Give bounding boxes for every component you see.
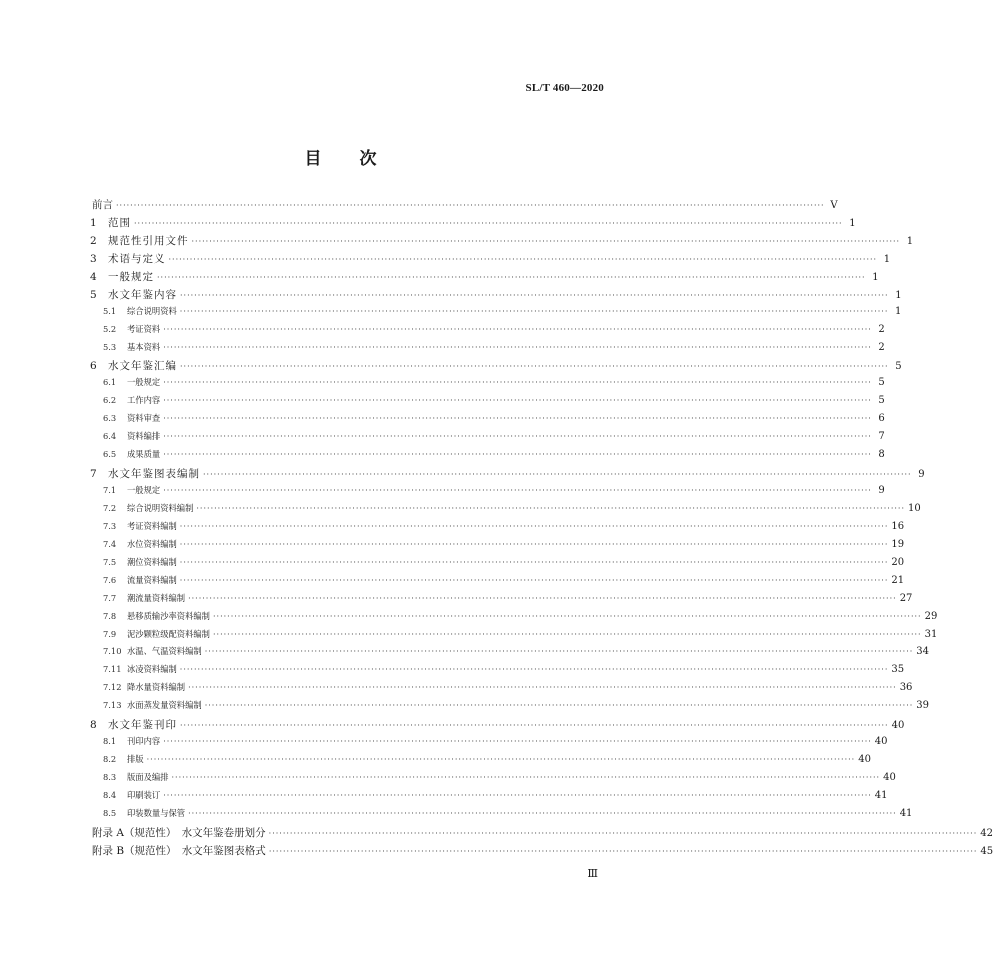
- toc-entry-number: 8.3: [103, 772, 117, 782]
- toc-entry-number: 7.7: [103, 592, 117, 603]
- toc-entry-number: 7.4: [103, 538, 117, 549]
- toc-entry[interactable]: [90, 215, 856, 233]
- toc-entry-number: 6.3: [103, 413, 117, 424]
- toc-entry-page: 5: [878, 377, 885, 389]
- toc-entry-number: 2: [90, 234, 97, 247]
- toc-entry-number: 7.10: [103, 646, 122, 657]
- toc-entry[interactable]: [90, 466, 925, 484]
- toc-entry-label: 综合说明资料编制: [127, 502, 194, 513]
- dot-leader: ········································································································································································································: [163, 450, 872, 460]
- toc-entry-label: 前言: [92, 199, 113, 211]
- toc-entry-page: 35: [891, 664, 905, 676]
- toc-entry-label: 流量资料编制: [127, 574, 177, 585]
- toc-entry-label: 水温、气温资料编制: [127, 646, 202, 657]
- toc-entry-label: 潮流量资料编制: [127, 592, 186, 603]
- toc-entry-label: 附录 A（规范性） 水文年鉴卷册划分: [92, 826, 266, 839]
- toc-entry-page: 1: [895, 305, 902, 317]
- toc-entry[interactable]: [90, 592, 913, 610]
- toc-entry-page: 39: [916, 700, 930, 712]
- toc-entry-page: 19: [891, 538, 905, 550]
- toc-entry-label: 基本资料: [127, 341, 161, 352]
- toc-entry-label: 综合说明资料: [127, 305, 177, 316]
- toc-entry[interactable]: [90, 484, 885, 502]
- toc-entry-page: 42: [980, 827, 993, 839]
- toc-entry-number: 4: [90, 270, 97, 283]
- dot-leader: ········································································································································································································: [163, 378, 872, 388]
- toc-entry-label: 潮位资料编制: [127, 556, 177, 567]
- toc-entry-page: 2: [878, 323, 885, 335]
- toc-entry-number: 8: [90, 719, 97, 732]
- toc-entry-number: 8.1: [103, 736, 117, 747]
- toc-entry-number: 7.9: [103, 628, 117, 639]
- dot-leader: ········································································································································································································: [196, 503, 905, 513]
- dot-leader: ········································································································································································································: [163, 342, 872, 352]
- toc-entry-label: 成果质量: [127, 449, 161, 460]
- dot-leader: ········································································································································································································: [163, 737, 872, 747]
- dot-leader: ········································································································································································································: [188, 593, 897, 603]
- dot-leader: ········································································································································································································: [191, 236, 901, 246]
- toc-entry-page: 45: [980, 845, 993, 857]
- dot-leader: ········································································································································································································: [180, 362, 889, 372]
- toc-entry[interactable]: [90, 412, 885, 430]
- toc-entry[interactable]: [90, 430, 885, 448]
- toc-entry-page: 5: [895, 361, 902, 373]
- toc-entry[interactable]: [90, 681, 913, 699]
- dot-leader: ········································································································································································································: [212, 611, 922, 621]
- toc-entry[interactable]: [90, 645, 930, 663]
- page-title: [0, 144, 681, 169]
- toc-entry[interactable]: [90, 735, 888, 753]
- dot-leader: ········································································································································································································: [212, 629, 922, 639]
- toc-entry-page: 40: [883, 772, 896, 783]
- toc-entry-page: 34: [916, 646, 930, 658]
- dot-leader: ········································································································································································································: [163, 432, 872, 442]
- toc-entry-label: 附录 B（规范性） 水文年鉴图表格式: [92, 844, 266, 857]
- toc-entry-label: 悬移质输沙率资料编制: [127, 610, 210, 621]
- toc-entry-number: 7.8: [103, 610, 117, 621]
- toc-entry-page: 29: [924, 610, 938, 622]
- toc-entry-page: 9: [878, 485, 885, 496]
- toc-entry[interactable]: [90, 305, 902, 323]
- toc-entry[interactable]: [90, 233, 914, 251]
- toc-entry-label: 规范性引用文件: [108, 234, 189, 247]
- toc-entry-label: 水文年鉴图表编制: [108, 468, 200, 481]
- toc-entry-label: 一般规定: [108, 270, 154, 283]
- toc-entry[interactable]: [90, 807, 913, 825]
- dot-leader: ········································································································································································································: [157, 272, 866, 282]
- dot-leader: ········································································································································································································: [163, 396, 872, 406]
- toc-entry[interactable]: [90, 825, 993, 843]
- toc-entry-page: 5: [878, 395, 885, 407]
- toc-entry-page: 2: [878, 341, 885, 353]
- toc-entry[interactable]: [90, 717, 905, 735]
- dot-leader: ········································································································································································································: [171, 773, 881, 782]
- toc-entry[interactable]: [90, 448, 885, 466]
- dot-leader: ········································································································································································································: [204, 701, 914, 711]
- dot-leader: ········································································································································································································: [188, 808, 897, 818]
- toc-entry-label: 水位资料编制: [127, 538, 177, 549]
- toc-entry[interactable]: [90, 269, 879, 287]
- toc-entry-number: 5: [90, 288, 97, 301]
- toc-entry-number: 7.3: [103, 520, 117, 531]
- toc-entry-page: 1: [883, 253, 891, 265]
- title-char-1: 目: [304, 149, 322, 169]
- toc-entry-page: 1: [872, 271, 879, 283]
- toc-entry[interactable]: [90, 843, 993, 861]
- toc-entry[interactable]: [90, 610, 938, 628]
- toc-entry-page: 36: [899, 682, 913, 694]
- toc-entry-number: 6: [90, 360, 97, 373]
- toc-entry-label: 考证资料: [127, 323, 161, 334]
- toc-entry-page: 41: [899, 807, 913, 819]
- toc-entry[interactable]: [90, 358, 902, 376]
- dot-leader: ········································································································································································································: [168, 254, 878, 264]
- table-of-contents: [90, 197, 993, 861]
- toc-entry[interactable]: [90, 699, 930, 717]
- dot-leader: ········································································································································································································: [134, 218, 843, 228]
- toc-entry[interactable]: [90, 287, 902, 305]
- toc-entry-page: 20: [891, 556, 905, 568]
- toc-entry-page: 31: [924, 628, 938, 640]
- dot-leader: ········································································································································································································: [179, 521, 889, 531]
- dot-leader: ········································································································································································································: [268, 828, 978, 838]
- toc-entry[interactable]: [90, 574, 905, 592]
- dot-leader: ········································································································································································································: [179, 306, 889, 316]
- toc-entry-number: 5.1: [103, 305, 117, 316]
- toc-entry-page: 6: [878, 413, 885, 425]
- toc-entry-page: 1: [849, 217, 856, 229]
- toc-entry-label: 工作内容: [127, 395, 161, 406]
- toc-entry-page: 8: [878, 449, 885, 461]
- dot-leader: ········································································································································································································: [179, 575, 889, 585]
- toc-entry-number: 7.2: [103, 502, 117, 513]
- toc-entry-label: 降水量资料编制: [127, 682, 186, 693]
- toc-entry[interactable]: [90, 663, 905, 681]
- toc-entry-number: 6.4: [103, 431, 117, 442]
- dot-leader: ········································································································································································································: [163, 790, 872, 800]
- toc-entry[interactable]: [90, 251, 891, 269]
- toc-entry-number: 5.2: [103, 323, 117, 334]
- toc-entry-number: 5.3: [103, 341, 117, 352]
- toc-entry[interactable]: [90, 394, 885, 412]
- dot-leader: ········································································································································································································: [179, 539, 889, 549]
- toc-entry-number: 7.6: [103, 574, 117, 585]
- title-char-2: 次: [359, 149, 377, 169]
- toc-entry-page: 40: [874, 736, 888, 748]
- dot-leader: ········································································································································································································: [116, 201, 825, 210]
- toc-entry-label: 一般规定: [127, 377, 161, 388]
- dot-leader: ········································································································································································································: [180, 290, 889, 300]
- toc-entry[interactable]: [90, 341, 885, 359]
- toc-entry[interactable]: [90, 502, 921, 520]
- toc-entry-number: 8.4: [103, 789, 117, 800]
- page-number: Ⅲ: [587, 868, 598, 880]
- toc-entry-number: 6.5: [103, 449, 117, 460]
- toc-entry-page: 27: [899, 592, 913, 604]
- toc-entry[interactable]: [90, 538, 905, 556]
- dot-leader: ········································································································································································································: [146, 755, 856, 765]
- dot-leader: ········································································································································································································: [163, 324, 872, 334]
- dot-leader: ········································································································································································································: [179, 557, 889, 567]
- dot-leader: ········································································································································································································: [163, 414, 872, 424]
- toc-entry-label: 资料编排: [127, 431, 161, 442]
- toc-entry[interactable]: [90, 376, 885, 394]
- toc-entry-page: 41: [874, 789, 888, 801]
- toc-entry-label: 范围: [108, 216, 131, 229]
- dot-leader: ········································································································································································································: [203, 470, 912, 480]
- toc-entry-label: 水文年鉴汇编: [108, 360, 177, 373]
- toc-entry-page: 1: [895, 289, 902, 301]
- toc-entry-label: 泥沙颗粒级配资料编制: [127, 628, 210, 639]
- toc-entry-label: 资料审查: [127, 413, 161, 424]
- toc-entry-label: 印装数量与保管: [127, 807, 186, 818]
- toc-entry-page: 1: [906, 235, 914, 247]
- toc-entry-number: 7.1: [103, 485, 117, 495]
- toc-entry-number: 7: [90, 468, 97, 481]
- dot-leader: ········································································································································································································: [163, 486, 872, 495]
- dot-leader: ········································································································································································································: [180, 721, 889, 731]
- toc-entry-page: 7: [878, 431, 885, 443]
- dot-leader: ········································································································································································································: [179, 665, 889, 675]
- toc-entry[interactable]: [90, 789, 888, 807]
- toc-entry-label: 冰凌资料编制: [127, 664, 177, 675]
- toc-entry-label: 术语与定义: [108, 252, 166, 265]
- toc-entry-page: 40: [891, 720, 905, 732]
- toc-entry-label: 水文年鉴内容: [108, 288, 177, 301]
- toc-entry[interactable]: [90, 520, 905, 538]
- toc-entry-number: 7.11: [103, 664, 122, 675]
- toc-entry-number: 6.2: [103, 395, 117, 406]
- dot-leader: ········································································································································································································: [268, 846, 978, 856]
- toc-entry-number: 7.13: [103, 700, 122, 711]
- toc-entry[interactable]: [90, 753, 871, 771]
- toc-entry-page: 40: [858, 754, 871, 766]
- toc-entry-number: 1: [90, 216, 97, 229]
- toc-entry-page: 16: [891, 520, 905, 532]
- toc-entry-page: 10: [907, 502, 921, 514]
- standard-code: SL/T 460—2020: [525, 82, 604, 94]
- toc-entry-number: 7.12: [103, 682, 122, 693]
- toc-entry-page: 21: [891, 574, 905, 586]
- toc-entry-number: 6.1: [103, 377, 117, 388]
- toc-entry-label: 刊印内容: [127, 736, 161, 747]
- toc-entry[interactable]: [90, 323, 885, 341]
- toc-entry[interactable]: [90, 628, 938, 646]
- dot-leader: ········································································································································································································: [188, 683, 897, 693]
- toc-entry-label: 考证资料编制: [127, 520, 177, 531]
- toc-entry-page: V: [830, 200, 838, 211]
- toc-entry-label: 排版: [127, 754, 144, 765]
- toc-entry-label: 水面蒸发量资料编制: [127, 700, 202, 711]
- toc-entry-number: 8.2: [103, 754, 117, 765]
- toc-entry-label: 印刷装订: [127, 789, 161, 800]
- toc-entry-label: 一般规定: [127, 485, 161, 495]
- toc-entry-label: 版面及编排: [127, 772, 169, 782]
- toc-entry[interactable]: [90, 197, 838, 215]
- toc-entry[interactable]: [90, 556, 905, 574]
- toc-entry-label: 水文年鉴刊印: [108, 719, 177, 732]
- toc-entry[interactable]: [90, 771, 896, 789]
- dot-leader: ········································································································································································································: [204, 647, 914, 657]
- toc-entry-number: 7.5: [103, 556, 117, 567]
- toc-entry-page: 9: [918, 469, 925, 481]
- toc-entry-number: 8.5: [103, 807, 117, 818]
- toc-entry-number: 3: [90, 252, 97, 265]
